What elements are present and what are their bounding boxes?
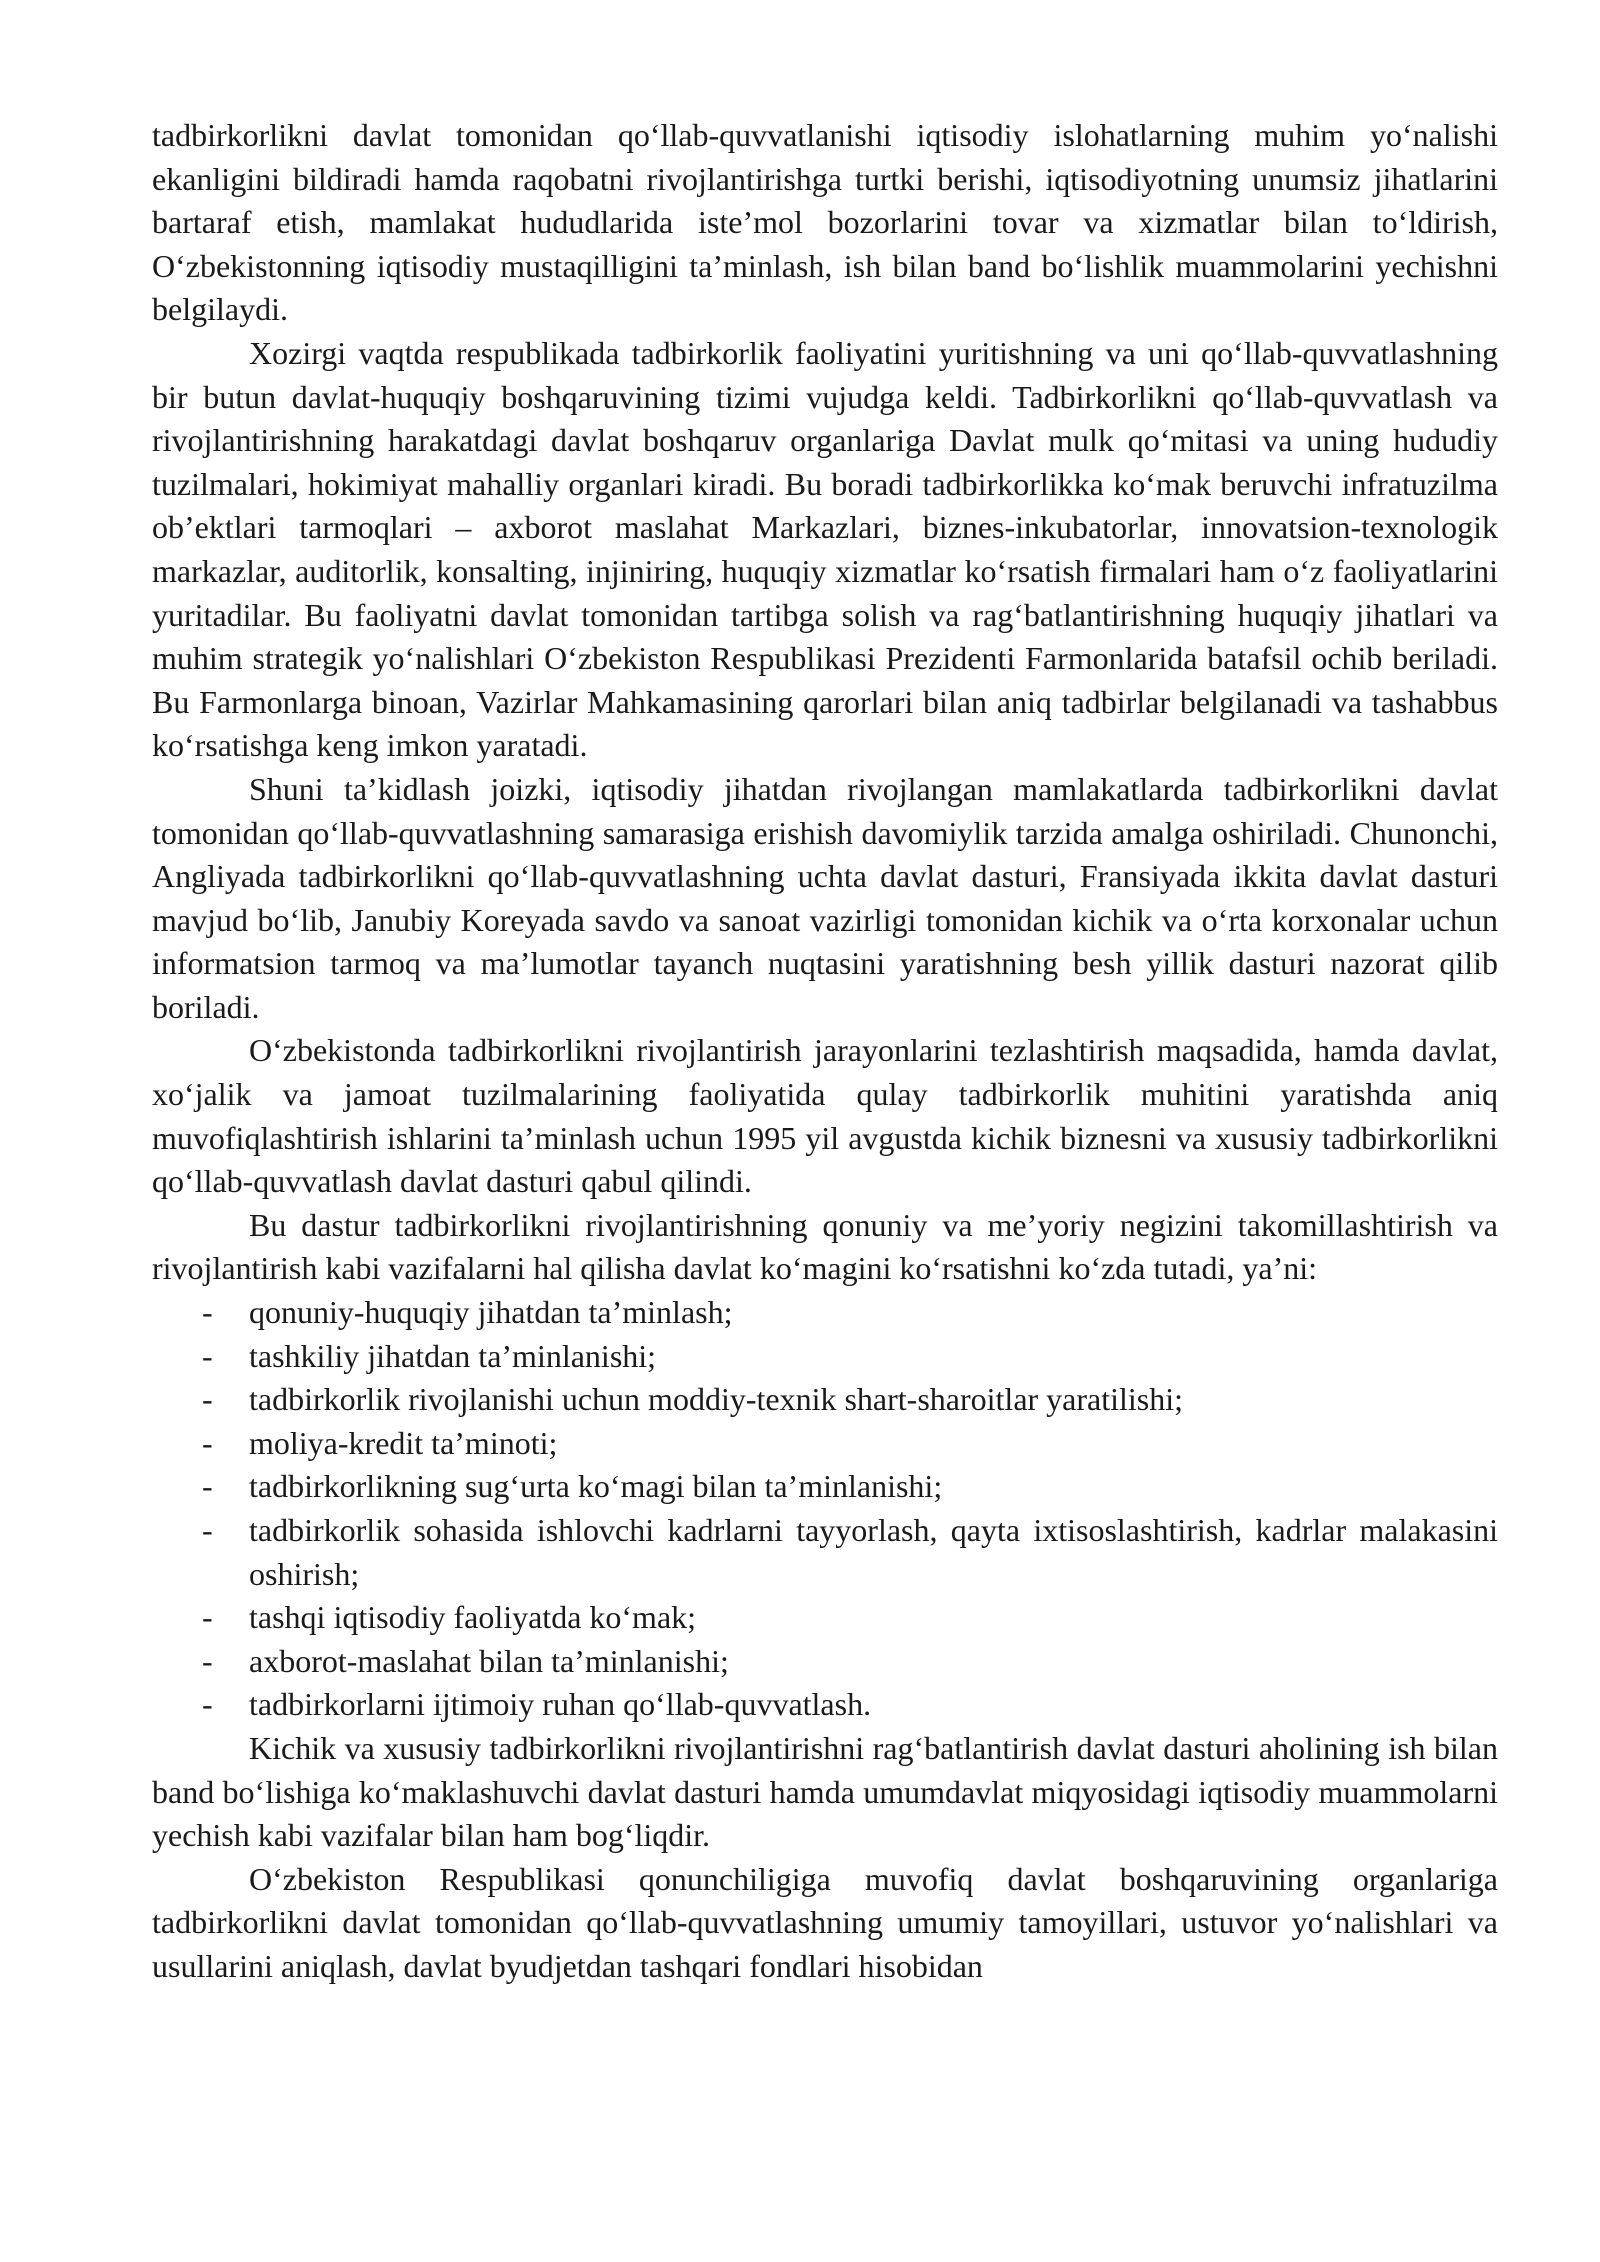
list-item-text: tadbirkorlik sohasida ishlovchi kadrlarni tayyorlash, qayta ixtisoslashtirish, kadrlar malakasini oshirish;	[249, 1512, 1498, 1592]
list-item-text: tadbirkorlarni ijtimoiy ruhan qo‘llab-quvvatlash.	[249, 1686, 872, 1723]
paragraph: Shuni ta’kidlash joizki, iqtisodiy jihatdan rivojlangan mamlakatlarda tadbirkorlikni davlat tomonidan qo‘llab-quvvatlashning samarasiga erishish davomiylik tarzida amalga oshiriladi. Chunonchi, Angliyada tadbirkorlikni qo‘llab-quvvatlashning uchta davlat dasturi, Fransiyada ikkita davlat dasturi mavjud bo‘lib, Janubiy Koreyada savdo va sanoat vazirligi tomonidan kichik va o‘rta korxonalar uchun informatsion tarmoq va ma’lumotlar tayanch nuqtasini yaratishning besh yillik dasturi nazorat qilib boriladi.	[152, 770, 1498, 1025]
list-item	[152, 1683, 1498, 1727]
list-item-text: tadbirkorlikning sug‘urta ko‘magi bilan ta’minlanishi;	[249, 1468, 943, 1505]
list-item-text: tadbirkorlik rivojlanishi uchun moddiy-texnik shart-sharoitlar yaratilishi;	[249, 1381, 1184, 1418]
list-marker: -	[202, 1294, 213, 1331]
list-marker: -	[202, 1381, 213, 1418]
list-marker: -	[202, 1424, 213, 1461]
list-item-text: axborot-maslahat bilan ta’minlanishi;	[249, 1642, 729, 1679]
document-page	[152, 114, 1498, 1989]
list-item	[152, 1335, 1498, 1379]
list-item	[152, 1465, 1498, 1509]
paragraph: tadbirkorlikni davlat tomonidan qo‘llab-quvvatlanishi iqtisodiy islohatlarning muhim yo‘nalishi ekanligini bildiradi hamda raqobatni rivojlantirishga turtki berishi, iqtisodiyotning unumsiz jihatlarini bartaraf etish, mamlakat hududlarida iste’mol bozorlarini tovar va xizmatlar bilan to‘ldirish, O‘zbekistonning iqtisodiy mustaqilligini ta’minlash, ish bilan band bo‘lishlik muammolarini yechishni belgilaydi.	[152, 117, 1498, 328]
list-item-text: moliya-kredit ta’minoti;	[249, 1424, 558, 1461]
paragraph: Bu dastur tadbirkorlikni rivojlantirishning qonuniy va me’yoriy negizini takomillashtirish va rivojlantirish kabi vazifalarni hal qilisha davlat ko‘magini ko‘rsatishni ko‘zda tutadi, ya’ni:	[152, 1206, 1498, 1287]
list-item-text: tashqi iqtisodiy faoliyatda ko‘mak;	[249, 1599, 697, 1636]
list-item	[152, 1422, 1498, 1466]
list-item	[152, 1640, 1498, 1684]
dash-list	[152, 1291, 1498, 1727]
list-marker: -	[202, 1686, 213, 1723]
list-item-text: tashkiliy jihatdan ta’minlanishi;	[249, 1337, 657, 1374]
list-marker: -	[202, 1337, 213, 1374]
list-marker: -	[202, 1599, 213, 1636]
list-marker: -	[202, 1512, 213, 1548]
paragraph: O‘zbekistonda tadbirkorlikni rivojlantirish jarayonlarini tezlashtirish maqsadida, hamda davlat, xo‘jalik va jamoat tuzilmalarining faoliyatida qulay tadbirkorlik muhitini yaratishda aniq muvofiqlashtirish ishlarini ta’minlash uchun 1995 yil avgustda kichik biznesni va xususiy tadbirkorlikni qo‘llab-quvvatlash davlat dasturi qabul qilindi.	[152, 1032, 1498, 1200]
paragraph: Xozirgi vaqtda respublikada tadbirkorlik faoliyatini yuritishning va uni qo‘llab-quvvatlashning bir butun davlat-huquqiy boshqaruvining tizimi vujudga keldi. Tadbirkorlikni qo‘llab-quvvatlash va rivojlantirishning harakatdagi davlat boshqaruv organlariga Davlat mulk qo‘mitasi va uning hududiy tuzilmalari, hokimiyat mahalliy organlari kiradi. Bu boradi tadbirkorlikka ko‘mak beruvchi infratuzilma ob’ektlari tarmoqlari – axborot maslahat Markazlari, biznes-inkubatorlar, innovatsion-texnologik markazlar, auditorlik, konsalting, injiniring, huquqiy xizmatlar ko‘rsatish firmalari ham o‘z faoliyatlarini yuritadilar. Bu faoliyatni davlat tomonidan tartibga solish va rag‘batlantirishning huquqiy jihatlari va muhim strategik yo‘nalishlari O‘zbekiston Respublikasi Prezidenti Farmonlarida batafsil ochib beriladi. Bu Farmonlarga binoan, Vazirlar Mahkamasining qarorlari bilan aniq tadbirlar belgilanadi va tashabbus ko‘rsatishga keng imkon yaratadi.	[152, 334, 1498, 764]
list-item	[152, 1378, 1498, 1422]
list-marker: -	[202, 1642, 213, 1679]
paragraph: O‘zbekiston Respublikasi qonunchiligiga muvofiq davlat boshqaruvining organlariga tadbirkorlikni davlat tomonidan qo‘llab-quvvatlashning umumiy tamoyillari, ustuvor yo‘nalishlari va usullarini aniqlash, davlat byudjetdan tashqari fondlari hisobidan	[152, 1860, 1498, 1984]
list-item-text: qonuniy-huquqiy jihatdan ta’minlash;	[249, 1294, 733, 1331]
list-item	[152, 1291, 1498, 1335]
list-item	[152, 1596, 1498, 1640]
list-marker: -	[202, 1468, 213, 1505]
paragraph: Kichik va xususiy tadbirkorlikni rivojlantirishni rag‘batlantirish davlat dasturi aholining ish bilan band bo‘lishiga ko‘maklashuvchi davlat dasturi hamda umumdavlat miqyosidagi iqtisodiy muammolarni yechish kabi vazifalar bilan ham bog‘liqdir.	[152, 1729, 1498, 1854]
list-item	[152, 1509, 1498, 1596]
